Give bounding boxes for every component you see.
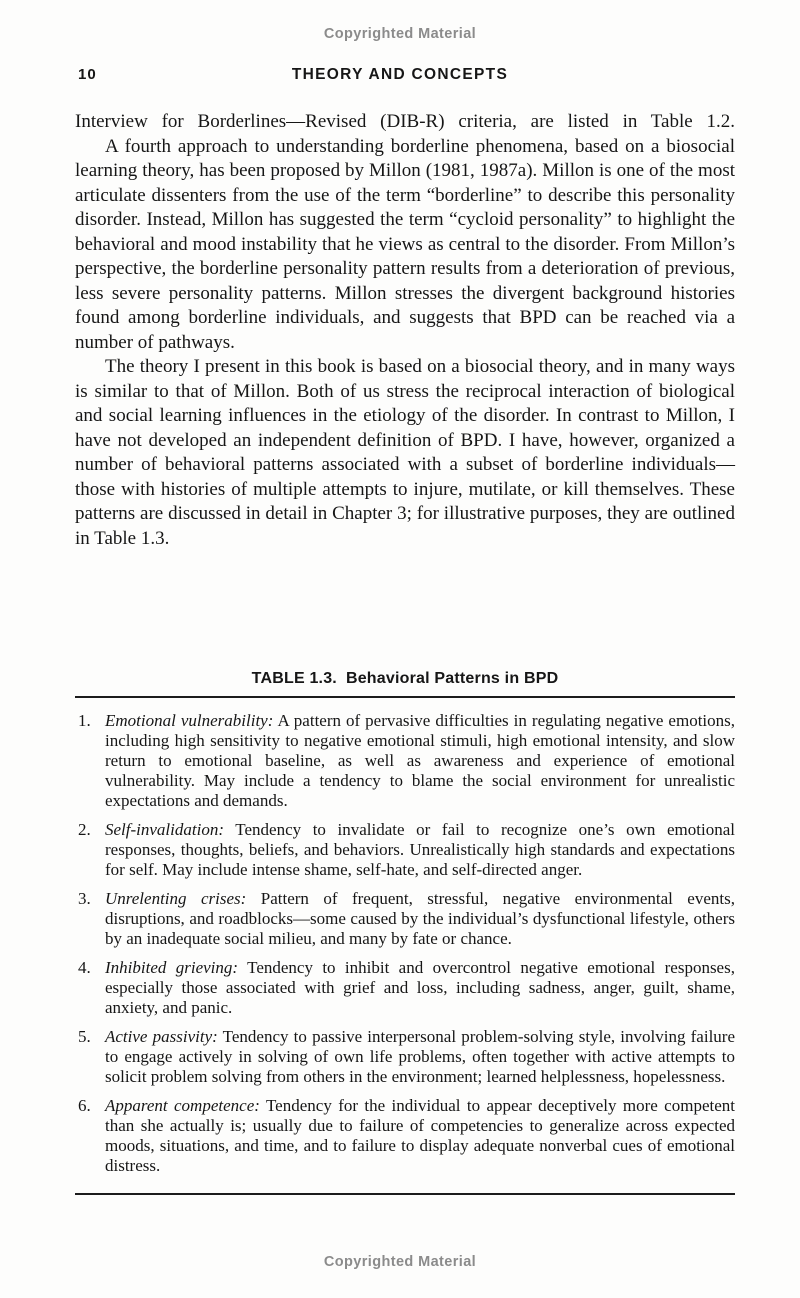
item-term: Apparent competence:: [105, 1096, 260, 1115]
copyright-notice-bottom: Copyrighted Material: [323, 1254, 477, 1270]
table-list: [75, 711, 735, 1176]
list-item: [75, 958, 735, 1018]
page-number: 10: [78, 66, 97, 83]
item-number: 6.: [78, 1096, 91, 1115]
item-term: Unrelenting crises:: [105, 889, 247, 908]
list-item: [75, 1096, 735, 1176]
table-top-rule: [75, 696, 735, 698]
item-number: 4.: [78, 958, 91, 977]
running-head: [0, 66, 800, 86]
body-text: [75, 110, 735, 551]
item-term: Emotional vulnerability:: [105, 711, 274, 730]
list-item: [75, 1027, 735, 1087]
table-title: [75, 670, 735, 688]
table-title-label: TABLE 1.3.: [251, 670, 337, 687]
item-number: 2.: [78, 820, 91, 839]
item-term: Inhibited grieving:: [105, 958, 239, 977]
item-term: Active passivity:: [105, 1027, 218, 1046]
item-text: Pattern of frequent, stressful, negative environmental events, disruptions, and roadblocks—some caused by the individual’s dysfunctional lifestyle, others by an inadequate social milieu, and many by fate or chance.: [105, 889, 735, 948]
list-item: [75, 889, 735, 949]
running-head-title: THEORY AND CONCEPTS: [291, 66, 509, 83]
item-text: Tendency to invalidate or fail to recognize one’s own emotional responses, thoughts, beliefs, and behaviors. Unrealistically high standards and expectations for self. May include intense shame, self-hate, and self-directed anger.: [105, 820, 735, 879]
paragraph: Interview for Borderlines—Revised (DIB-R) criteria, are listed in Table 1.2.: [75, 111, 735, 132]
table-title-text: Behavioral Patterns in BPD: [345, 670, 559, 687]
list-item: [75, 711, 735, 811]
table-bottom-rule: [75, 1193, 735, 1195]
copyright-notice-top: Copyrighted Material: [323, 26, 477, 42]
item-text: Tendency for the individual to appear deceptively more competent than she actually is; usually due to failure of competencies to generalize across expected moods, situations, and time, and to failure to display adequate nonverbal cues of emotional distress.: [105, 1096, 735, 1175]
list-item: [75, 820, 735, 880]
table-1-3: [75, 670, 735, 1176]
item-number: 5.: [78, 1027, 91, 1046]
item-text: Tendency to passive interpersonal problem-solving style, involving failure to engage actively in solving of own life problems, often together with active attempts to solicit problem solving from others in the environment; learned helplessness, hopelessness.: [105, 1027, 735, 1086]
item-text: A pattern of pervasive difficulties in regulating negative emotions, including high sensitivity to negative emotional stimuli, high emotional intensity, and slow return to emotional baseline, as well as awareness and experience of emotional vulnerability. May include a tendency to blame the social environment for unrealistic expectations and demands.: [105, 711, 736, 810]
item-number: 3.: [78, 889, 91, 908]
item-term: Self-invalidation:: [105, 820, 224, 839]
item-number: 1.: [78, 711, 91, 730]
item-text: Tendency to inhibit and overcontrol negative emotional responses, especially those associated with grief and loss, including sadness, anger, guilt, shame, anxiety, and panic.: [105, 958, 735, 1017]
paragraph: A fourth approach to understanding borderline phenomena, based on a biosocial learning theory, has been proposed by Millon (1981, 1987a). Millon is one of the most articulate dissenters from the use of the term “borderline” to describe this personality disorder. Instead, Millon has suggested the term “cycloid personality” to highlight the behavioral and mood instability that he views as central to the disorder. From Millon’s perspective, the borderline personality pattern results from a deterioration of previous, less severe personality patterns. Millon stresses the divergent background histories found among borderline individuals, and suggests that BPD can be reached via a number of pathways.: [75, 135, 735, 353]
paragraph: The theory I present in this book is based on a biosocial theory, and in many ways is similar to that of Millon. Both of us stress the reciprocal interaction of biological and social learning influences in the etiology of the disorder. In contrast to Millon, I have not developed an independent definition of BPD. I have, however, organized a number of behavioral patterns associated with a subset of borderline individuals—those with histories of multiple attempts to injure, mutilate, or kill themselves. These patterns are discussed in detail in Chapter 3; for illustrative purposes, they are outlined in Table 1.3.: [75, 356, 735, 549]
